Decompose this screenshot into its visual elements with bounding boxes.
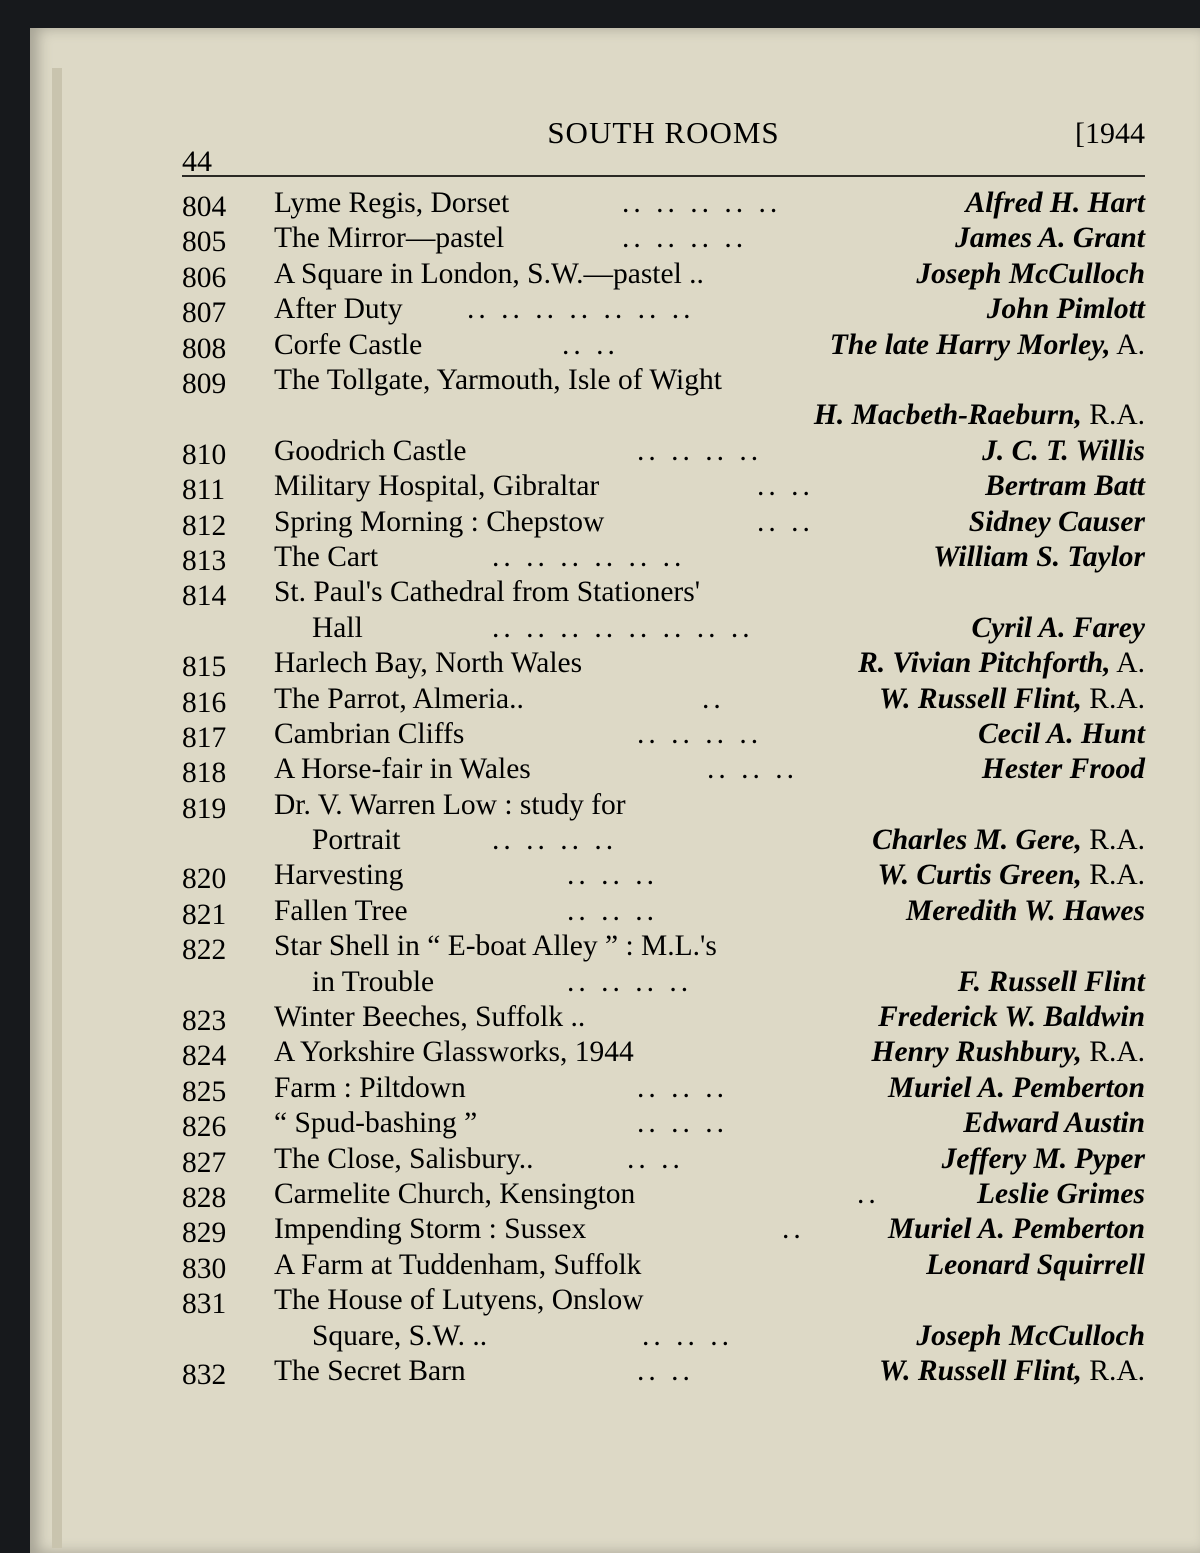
page-header [182, 115, 1145, 177]
catalogue-entry [182, 1248, 1145, 1283]
entry-artist: William S. Taylor [933, 540, 1145, 573]
entry-number: 825 [182, 1075, 227, 1108]
catalogue-entry [182, 186, 1145, 221]
entry-number: 808 [182, 332, 227, 365]
entry-leader-dots: .. .. .. .. [637, 717, 763, 750]
entry-number: 816 [182, 686, 227, 719]
catalogue-entry [182, 929, 1145, 1000]
entry-artist: Muriel A. Pemberton [887, 1213, 1145, 1246]
entry-number: 806 [182, 261, 227, 294]
entry-artist: H. Macbeth-Raeburn, R.A. [813, 399, 1145, 432]
entry-artist: Alfred H. Hart [965, 187, 1145, 219]
entry-artist: Frederick W. Baldwin [878, 1001, 1145, 1034]
catalogue-entry [182, 788, 1145, 859]
running-title: SOUTH ROOMS [547, 115, 780, 150]
entry-artist: Leonard Squirrell [926, 1248, 1145, 1281]
entry-title: Cambrian Cliffs [274, 717, 465, 750]
entry-number: 830 [182, 1252, 227, 1285]
entry-number: 814 [182, 580, 227, 613]
entry-artist: Charles M. Gere, R.A. [872, 824, 1145, 857]
entry-artist: Joseph McCulloch [916, 1319, 1145, 1352]
catalogue-entries [182, 186, 1145, 1389]
entry-number: 827 [182, 1146, 227, 1179]
entry-title: Dr. V. Warren Low : study for [274, 788, 626, 821]
entry-artist: Sidney Causer [968, 505, 1145, 538]
entry-artist: J. C. T. Willis [982, 434, 1145, 467]
year-label: [1944 [1075, 117, 1145, 150]
entry-title: Fallen Tree [274, 894, 408, 927]
catalogue-entry [182, 505, 1145, 540]
entry-number: 824 [182, 1040, 227, 1073]
entry-title: The Secret Barn [274, 1354, 466, 1387]
catalogue-entry [182, 1354, 1145, 1389]
catalogue-entry [182, 1000, 1145, 1038]
entry-artist: W. Russell Flint, R.A. [879, 1354, 1145, 1387]
catalogue-entry [182, 221, 1145, 259]
entry-title: Harlech Bay, North Wales [274, 647, 583, 680]
entry-artist: Joseph McCulloch [916, 257, 1145, 290]
entry-number: 817 [182, 721, 227, 754]
entry-title-continued: Portrait [312, 824, 401, 857]
entry-leader-dots: .. .. [562, 328, 619, 361]
entry-title-continued: Square, S.W. .. [312, 1319, 488, 1352]
catalogue-entry [182, 575, 1145, 646]
catalogue-entry [182, 292, 1145, 330]
entry-number: 818 [182, 757, 227, 790]
entry-number: 810 [182, 438, 227, 471]
entry-title: The House of Lutyens, Onslow [274, 1284, 644, 1317]
catalogue-entry [182, 257, 1145, 292]
catalogue-entry [182, 894, 1145, 929]
entry-artist: The late Harry Morley, A. [829, 328, 1145, 361]
entry-number: 812 [182, 509, 227, 542]
entry-artist: F. Russell Flint [957, 965, 1145, 998]
catalogue-entry [182, 717, 1145, 752]
entry-artist: James A. Grant [955, 222, 1145, 255]
entry-leader-dots: .. .. [637, 1354, 694, 1387]
entry-number: 826 [182, 1111, 227, 1144]
catalogue-entry [182, 1035, 1145, 1073]
entry-title: Impending Storm : Sussex [274, 1213, 587, 1246]
entry-leader-dots: .. .. .. [642, 1319, 733, 1352]
entry-leader-dots: .. .. .. .. .. [622, 187, 782, 219]
entry-title: Winter Beeches, Suffolk .. [274, 1001, 586, 1034]
entry-number: 831 [182, 1288, 227, 1321]
catalogue-entry [182, 858, 1145, 896]
entry-artist: Meredith W. Hawes [905, 894, 1145, 927]
entry-leader-dots: .. .. .. .. [492, 824, 618, 857]
catalogue-entry [182, 682, 1145, 717]
entry-artist: John Pimlott [986, 293, 1145, 326]
catalogue-entry [182, 363, 1145, 434]
entry-artist: W. Russell Flint, R.A. [879, 682, 1145, 715]
entry-title: After Duty [274, 293, 403, 326]
entry-number: 804 [182, 191, 227, 223]
entry-leader-dots: .. .. .. [637, 1071, 728, 1104]
entry-title: St. Paul's Cathedral from Stationers' [274, 576, 701, 609]
entry-artist: Cecil A. Hunt [978, 717, 1145, 750]
entry-title: Spring Morning : Chepstow [274, 505, 605, 538]
entry-leader-dots: .. .. .. .. [637, 434, 763, 467]
entry-artist: Bertram Batt [985, 470, 1145, 503]
entry-title: The Cart [274, 540, 379, 573]
entry-title: A Farm at Tuddenham, Suffolk [274, 1248, 642, 1281]
entry-leader-dots: .. .. .. .. .. .. .. .. [492, 611, 754, 644]
entry-leader-dots: .. .. .. [707, 753, 798, 786]
entry-leader-dots: .. .. [627, 1142, 684, 1175]
entry-number: 820 [182, 863, 227, 896]
entry-artist: Cyril A. Farey [971, 611, 1145, 644]
entry-artist: Edward Austin [963, 1107, 1145, 1140]
catalogue-entry [182, 469, 1145, 507]
entry-number: 819 [182, 792, 227, 825]
entry-number: 805 [182, 226, 227, 259]
entry-title: Military Hospital, Gibraltar [274, 470, 600, 503]
entry-leader-dots: .. .. .. .. .. .. .. [467, 293, 695, 326]
entry-number: 811 [182, 474, 226, 507]
entry-title: A Square in London, S.W.—pastel .. [274, 257, 704, 290]
entry-title: Goodrich Castle [274, 434, 467, 467]
entry-title: Corfe Castle [274, 328, 423, 361]
entry-leader-dots: .. .. .. [567, 894, 658, 927]
entry-title: The Mirror—pastel [274, 222, 505, 255]
entry-leader-dots: .. .. .. .. [622, 222, 748, 255]
entry-number: 828 [182, 1182, 227, 1214]
page-edge [52, 68, 62, 1548]
catalogue-entry [182, 646, 1145, 684]
entry-title-continued: Hall [312, 611, 363, 644]
entry-number: 813 [182, 544, 227, 577]
entry-leader-dots: .. .. .. [637, 1107, 728, 1140]
catalogue-entry [182, 1177, 1145, 1212]
entry-leader-dots: .. .. .. .. .. .. [492, 540, 686, 573]
entry-number: 815 [182, 651, 227, 684]
entry-title: The Close, Salisbury.. [274, 1142, 534, 1175]
entry-leader-dots: .. .. .. [567, 859, 658, 892]
entry-title-continued: in Trouble [312, 965, 435, 998]
catalogue-entry [182, 1071, 1145, 1106]
catalogue-entry [182, 1106, 1145, 1144]
entry-number: 823 [182, 1005, 227, 1038]
entry-title: Lyme Regis, Dorset [274, 187, 510, 219]
entry-leader-dots: .. [702, 682, 725, 715]
entry-title: A Yorkshire Glassworks, 1944 [274, 1036, 634, 1069]
entry-number: 832 [182, 1358, 227, 1391]
entry-artist: Hester Frood [981, 753, 1145, 786]
catalogue-entry [182, 1142, 1145, 1177]
entry-artist: Leslie Grimes [977, 1178, 1145, 1210]
entry-title: Harvesting [274, 859, 404, 892]
entry-leader-dots: .. .. .. .. [567, 965, 693, 998]
entry-title: “ Spud-bashing ” [274, 1107, 478, 1140]
entry-artist: Jeffery M. Pyper [941, 1142, 1145, 1175]
entry-leader-dots: .. .. [757, 470, 814, 503]
entry-leader-dots: .. [782, 1213, 805, 1246]
catalogue-entry [182, 752, 1145, 790]
catalogue-entry [182, 1212, 1145, 1250]
page-number: 44 [182, 145, 212, 178]
entry-artist: W. Curtis Green, R.A. [877, 859, 1145, 892]
entry-title: Carmelite Church, Kensington [274, 1178, 636, 1210]
entry-title: Farm : Piltdown [274, 1071, 466, 1104]
entry-title: A Horse-fair in Wales [274, 753, 531, 786]
entry-number: 809 [182, 367, 227, 400]
catalogue-entry [182, 434, 1145, 469]
entry-number: 821 [182, 898, 227, 931]
entry-artist: Henry Rushbury, R.A. [871, 1036, 1145, 1069]
entry-leader-dots: .. .. [757, 505, 814, 538]
entry-artist: Muriel A. Pemberton [887, 1071, 1145, 1104]
entry-title: Star Shell in “ E-boat Alley ” : M.L.'s [274, 930, 717, 963]
entry-leader-dots: .. [857, 1178, 880, 1210]
catalogue-entry [182, 328, 1145, 363]
entry-title: The Tollgate, Yarmouth, Isle of Wight [274, 363, 722, 396]
entry-artist: R. Vivian Pitchforth, A. [858, 647, 1145, 680]
entry-number: 829 [182, 1217, 227, 1250]
catalogue-entry [182, 540, 1145, 575]
entry-number: 822 [182, 934, 227, 967]
entry-title: The Parrot, Almeria.. [274, 682, 524, 715]
entry-number: 807 [182, 297, 227, 330]
catalogue-entry [182, 1283, 1145, 1354]
